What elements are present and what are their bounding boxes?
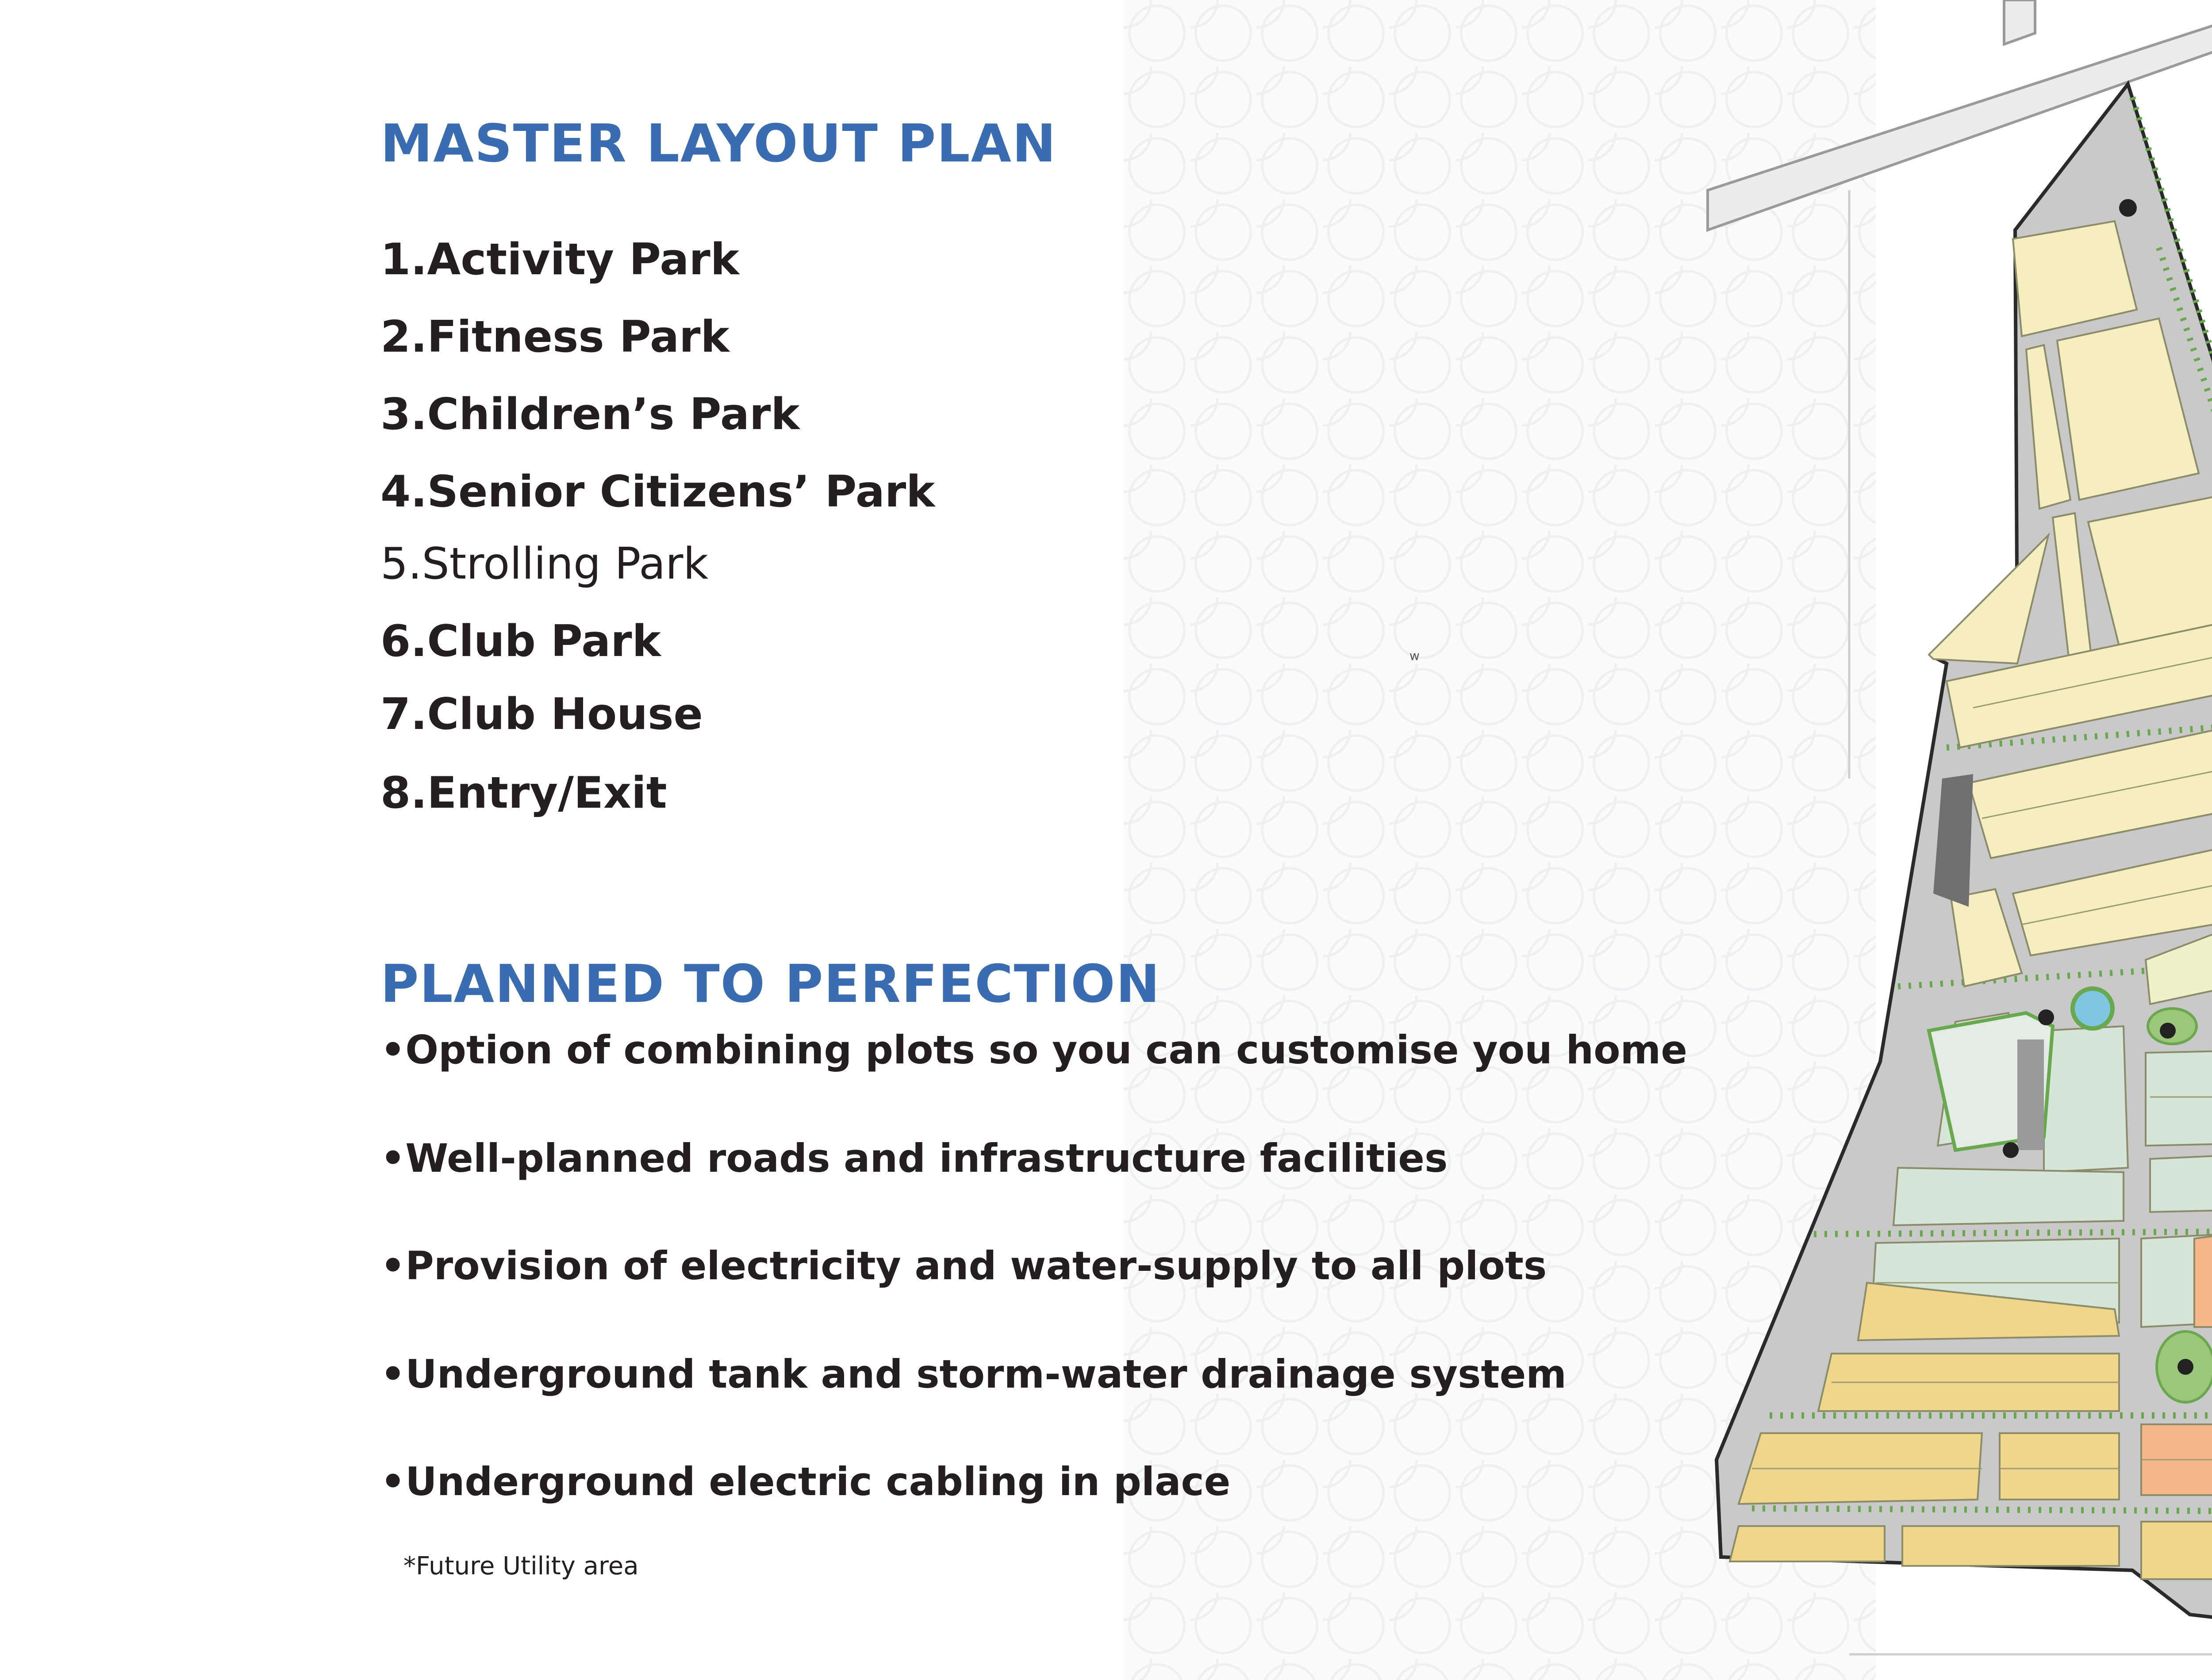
feature-bullet: •Option of combining plots so you can customise you home xyxy=(380,1027,1687,1073)
footnote: *Future Utility area xyxy=(403,1552,639,1580)
master-layout-title: MASTER LAYOUT PLAN xyxy=(380,113,1057,174)
feature-bullet: •Underground electric cabling in place xyxy=(380,1459,1231,1504)
legend-item-club-house: 7.Club House xyxy=(380,689,703,740)
feature-bullet: •Underground tank and storm-water drainage system xyxy=(380,1351,1567,1397)
marker-childrens xyxy=(2160,1023,2176,1039)
feature-bullet: •Well-planned roads and infrastructure facilities xyxy=(380,1135,1448,1181)
legend-item-fitness-park: 2.Fitness Park xyxy=(380,312,730,362)
legend-item-strolling-park: 5.Strolling Park xyxy=(380,539,709,589)
legend-item-club-park: 6.Club Park xyxy=(380,616,661,667)
planned-perfection-title: PLANNED TO PERFECTION xyxy=(380,953,1161,1014)
legend-item-activity-park: 1.Activity Park xyxy=(380,234,739,285)
pool xyxy=(2073,989,2112,1028)
marker-entry xyxy=(2119,199,2137,217)
legend-item-senior-park: 4.Senior Citizens’ Park xyxy=(380,467,935,517)
marker-club-house xyxy=(2003,1142,2019,1158)
stray-mark: w xyxy=(1409,648,1420,663)
marker-club-park xyxy=(2038,1009,2054,1025)
legend-item-childrens-park: 3.Children’s Park xyxy=(380,389,800,440)
legend-item-entry-exit: 8.Entry/Exit xyxy=(380,768,667,818)
feature-bullet: •Provision of electricity and water-supply to all plots xyxy=(380,1243,1547,1289)
marker-senior xyxy=(2177,1359,2193,1375)
